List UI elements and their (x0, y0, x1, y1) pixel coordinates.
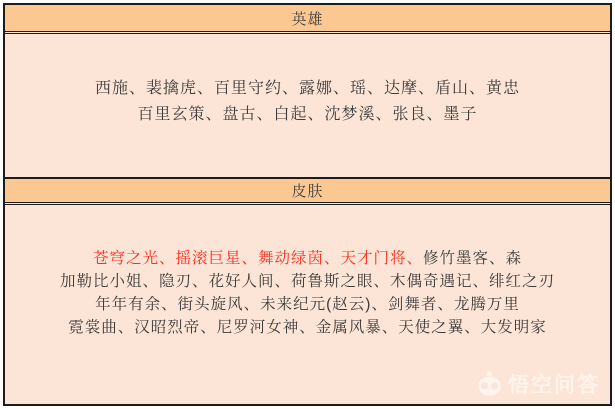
heroes-header (5, 5, 610, 31)
heroes-line-1: 西施、裴擒虎、百里守约、露娜、瑶、达摩、盾山、黄忠 (94, 79, 520, 97)
skins-list (5, 202, 610, 404)
watermark-label: 悟空问答 (508, 374, 600, 397)
wukong-monkey-logo-icon (476, 370, 503, 398)
skins-line-4: 霓裳曲、汉昭烈帝、尼罗河女神、金属风暴、天使之翼、大发明家 (68, 318, 547, 336)
event-table (3, 3, 612, 406)
skins-line-1-rest: 修竹墨客、森 (423, 249, 523, 267)
skins-line-1 (93, 247, 522, 270)
heroes-line-2: 百里玄策、盘古、白起、沈梦溪、张良、墨子 (137, 105, 478, 123)
skins-header (5, 177, 610, 202)
skins-line-1-highlighted: 苍穹之光、摇滚巨星、舞动绿茵、天才门将、 (92, 249, 423, 267)
skins-line-2: 加勒比小姐、隐刃、花好人间、荷鲁斯之眼、木偶奇遇记、绯红之刃 (59, 272, 555, 290)
heroes-header-label: 英雄 (291, 10, 324, 28)
skins-header-label: 皮肤 (291, 183, 324, 200)
watermark (476, 369, 600, 399)
skins-line-3: 年年有余、街头旋风、未来纪元(赵云)、剑舞者、龙腾万里 (95, 295, 520, 313)
heroes-list (5, 31, 610, 177)
